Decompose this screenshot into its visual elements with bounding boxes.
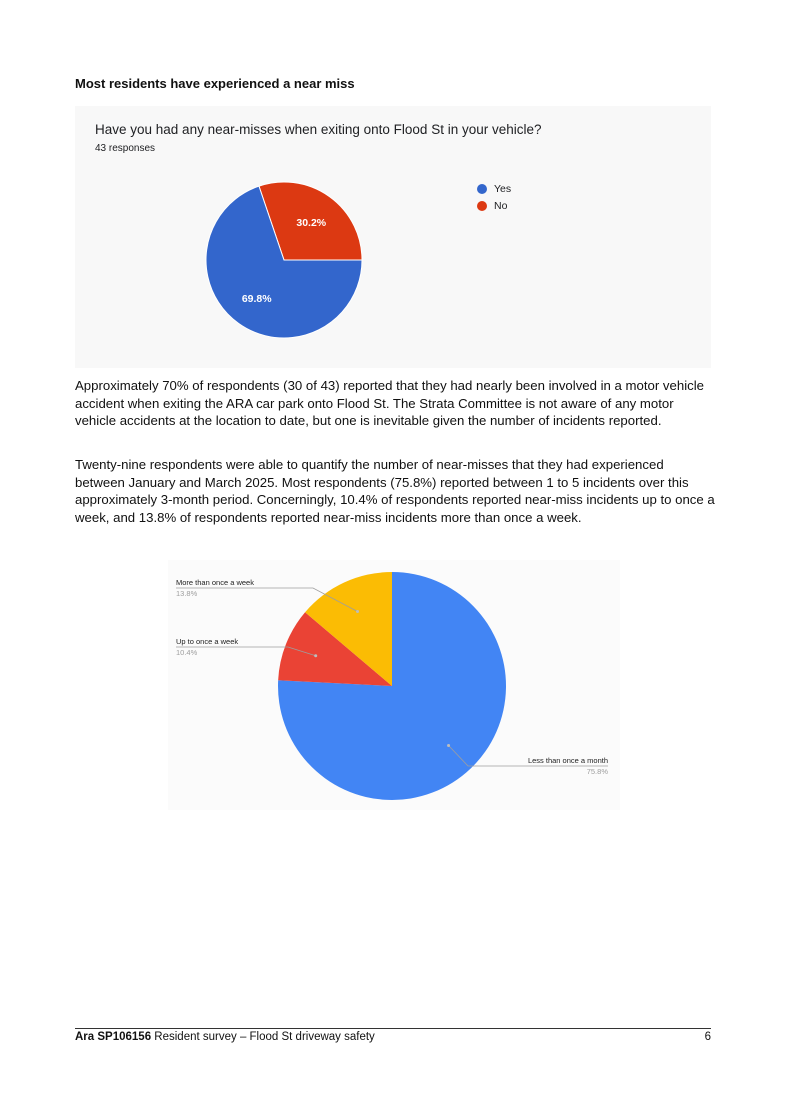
legend-swatch-no <box>477 201 487 211</box>
legend-label-yes: Yes <box>494 182 512 195</box>
callout-value-up-to-once-a-week: 10.4% <box>176 648 198 657</box>
callout-dot-less-than-once-a-month <box>447 744 450 747</box>
chart-title: Have you had any near-misses when exiting onto Flood St in your vehicle? <box>95 122 542 137</box>
pie-label-no: 30.2% <box>296 216 327 229</box>
footer-divider <box>75 1028 711 1029</box>
chart-legend <box>477 180 511 214</box>
footer-document-id: Ara SP106156 <box>75 1031 152 1043</box>
section-heading: Most residents have experienced a near miss <box>75 76 355 91</box>
footer-document-title: Resident survey – Flood St driveway safety <box>151 1031 375 1043</box>
paragraph-near-miss-summary: Approximately 70% of respondents (30 of 43) reported that they had nearly been involved in a motor vehicle accident when exiting the ARA car park onto Flood St. The Strata Committee is not aware of any motor vehicle accidents at the location to date, but one is inevitable given the number of incidents reported. <box>75 378 704 428</box>
pie-chart-1 <box>75 106 711 368</box>
chart-response-count: 43 responses <box>95 143 156 154</box>
near-miss-yes-no-chart <box>75 106 711 368</box>
callout-label-more-than-once-a-week: More than once a week <box>176 578 254 587</box>
paragraph-near-miss-frequency: Twenty-nine respondents were able to quantify the number of near-misses that they had experienced between January and March 2025. Most respondents (75.8%) reported between 1 to 5 incidents over this approximately 3-month period. Concerningly, 10.4% of respondents reported near-miss incidents up to once a week, and 13.8% of respondents reported near-miss incidents more than once a week. <box>75 457 715 525</box>
pie-chart-2 <box>168 560 620 810</box>
callout-value-more-than-once-a-week: 13.8% <box>176 589 198 598</box>
callout-dot-more-than-once-a-week <box>356 610 359 613</box>
page-number: 6 <box>704 1031 711 1043</box>
near-miss-frequency-chart <box>168 560 620 810</box>
legend-item-no <box>477 197 511 214</box>
callout-value-less-than-once-a-month: 75.8% <box>586 767 608 776</box>
callout-dot-up-to-once-a-week <box>314 654 317 657</box>
pie-label-yes: 69.8% <box>241 293 272 306</box>
legend-label-no: No <box>494 199 508 212</box>
page-footer <box>75 1031 711 1043</box>
callout-label-less-than-once-a-month: Less than once a month <box>527 756 608 765</box>
legend-item-yes <box>477 180 511 197</box>
legend-swatch-yes <box>477 184 487 194</box>
callout-label-up-to-once-a-week: Up to once a week <box>176 637 239 646</box>
